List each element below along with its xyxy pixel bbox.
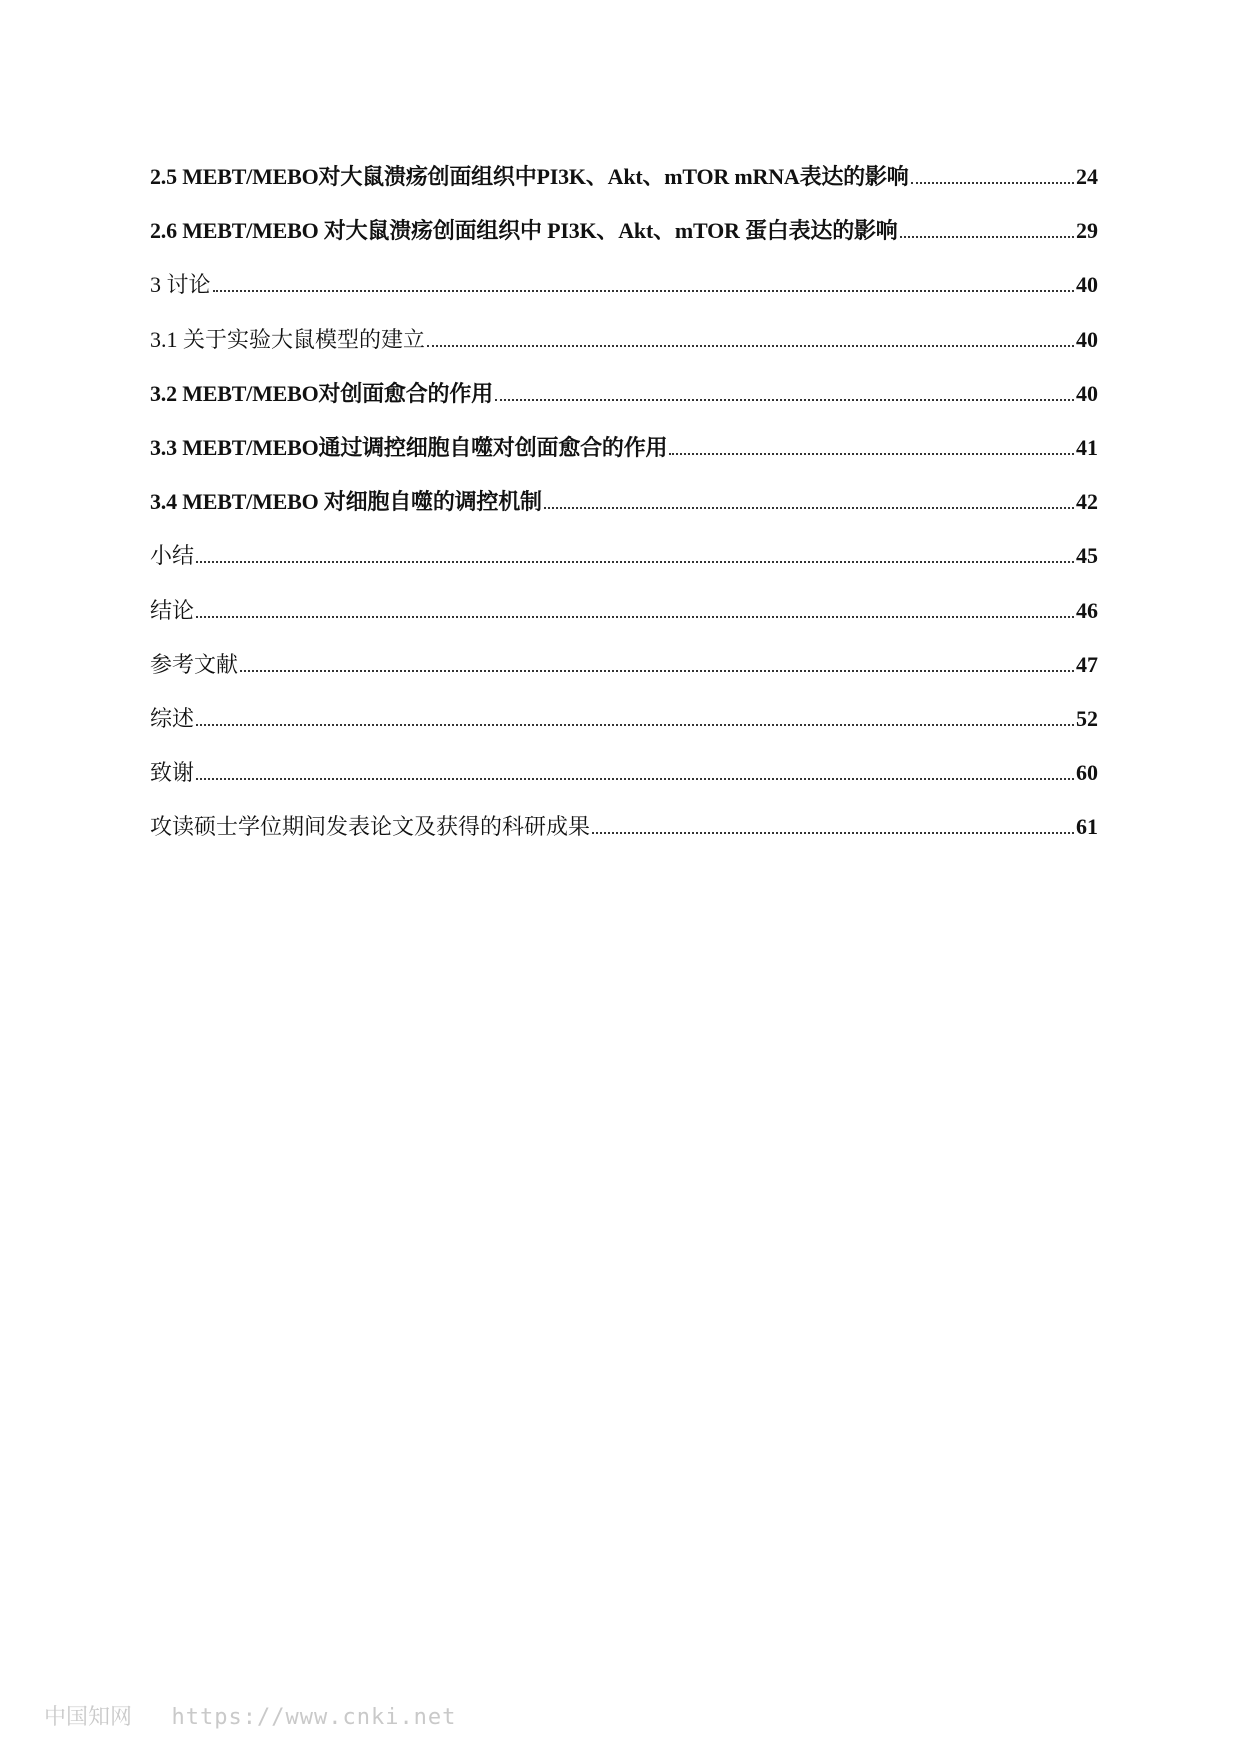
toc-entry-title: 2.5 MEBT/MEBO对大鼠溃疡创面组织中PI3K、Akt、mTOR mRNA表达的影响 <box>150 164 909 189</box>
toc-dot-leader <box>427 345 1074 347</box>
toc-entry <box>150 216 1098 270</box>
toc-entry <box>150 433 1098 487</box>
toc-entry <box>150 596 1098 650</box>
toc-entry <box>150 758 1098 812</box>
toc-dot-leader <box>544 507 1074 509</box>
toc-entry-title: 综述 <box>150 705 195 731</box>
toc-dot-leader <box>240 670 1074 672</box>
toc-entry-page: 45 <box>1076 543 1098 569</box>
toc-entry-title: 3.3 MEBT/MEBO通过调控细胞自噬对创面愈合的作用 <box>150 434 668 460</box>
toc-entry <box>150 162 1098 216</box>
toc-entry-title: 3.4 MEBT/MEBO 对细胞自噬的调控机制 <box>150 489 542 515</box>
toc-entry-page: 47 <box>1076 651 1098 677</box>
toc-entry <box>150 487 1098 541</box>
toc-dot-leader <box>196 778 1074 780</box>
toc-dot-leader <box>213 290 1074 292</box>
toc-entry-page: 40 <box>1076 380 1098 406</box>
toc-entry-page: 60 <box>1076 760 1098 786</box>
watermark-url: https://www.cnki.net <box>171 1705 457 1730</box>
toc-dot-leader <box>196 724 1074 726</box>
toc-entry-page: 52 <box>1076 705 1098 731</box>
toc-entry-title: 3.2 MEBT/MEBO对创面愈合的作用 <box>150 380 493 406</box>
toc-entry-page: 40 <box>1076 272 1098 298</box>
toc-entry-title: 结论 <box>150 597 195 623</box>
toc-entry <box>150 650 1098 704</box>
toc-dot-leader <box>196 616 1074 618</box>
toc-entry <box>150 379 1098 433</box>
toc-entry-title: 参考文献 <box>150 651 239 677</box>
toc-entry-title: 2.6 MEBT/MEBO 对大鼠溃疡创面组织中 PI3K、Akt、mTOR 蛋白表达的影响 <box>150 218 898 244</box>
toc-dot-leader <box>669 453 1074 455</box>
toc-entry <box>150 541 1098 595</box>
toc-dot-leader <box>495 399 1074 401</box>
toc-entry-title: 攻读硕士学位期间发表论文及获得的科研成果 <box>150 814 591 840</box>
table-of-contents <box>150 162 1098 866</box>
toc-entry-page: 24 <box>1076 164 1098 189</box>
toc-entry <box>150 325 1098 379</box>
watermark-name: 中国知网 <box>44 1705 133 1730</box>
toc-entry-page: 46 <box>1076 597 1098 623</box>
toc-entry-page: 61 <box>1076 814 1098 840</box>
toc-dot-leader <box>900 236 1074 238</box>
toc-entry <box>150 270 1098 324</box>
toc-dot-leader <box>911 182 1074 184</box>
toc-entry-page: 42 <box>1076 489 1098 515</box>
toc-entry-title: 致谢 <box>150 760 195 786</box>
toc-dot-leader <box>196 561 1074 563</box>
cnki-watermark <box>44 1700 456 1731</box>
toc-entry-title: 3 讨论 <box>150 272 211 298</box>
toc-entry-page: 41 <box>1076 434 1098 460</box>
toc-entry-title: 3.1 关于实验大鼠模型的建立 <box>150 326 426 352</box>
toc-dot-leader <box>592 832 1074 834</box>
toc-entry <box>150 812 1098 866</box>
toc-entry-page: 29 <box>1076 218 1098 244</box>
toc-entry-page: 40 <box>1076 326 1098 352</box>
toc-entry <box>150 704 1098 758</box>
toc-entry-title: 小结 <box>150 543 195 569</box>
